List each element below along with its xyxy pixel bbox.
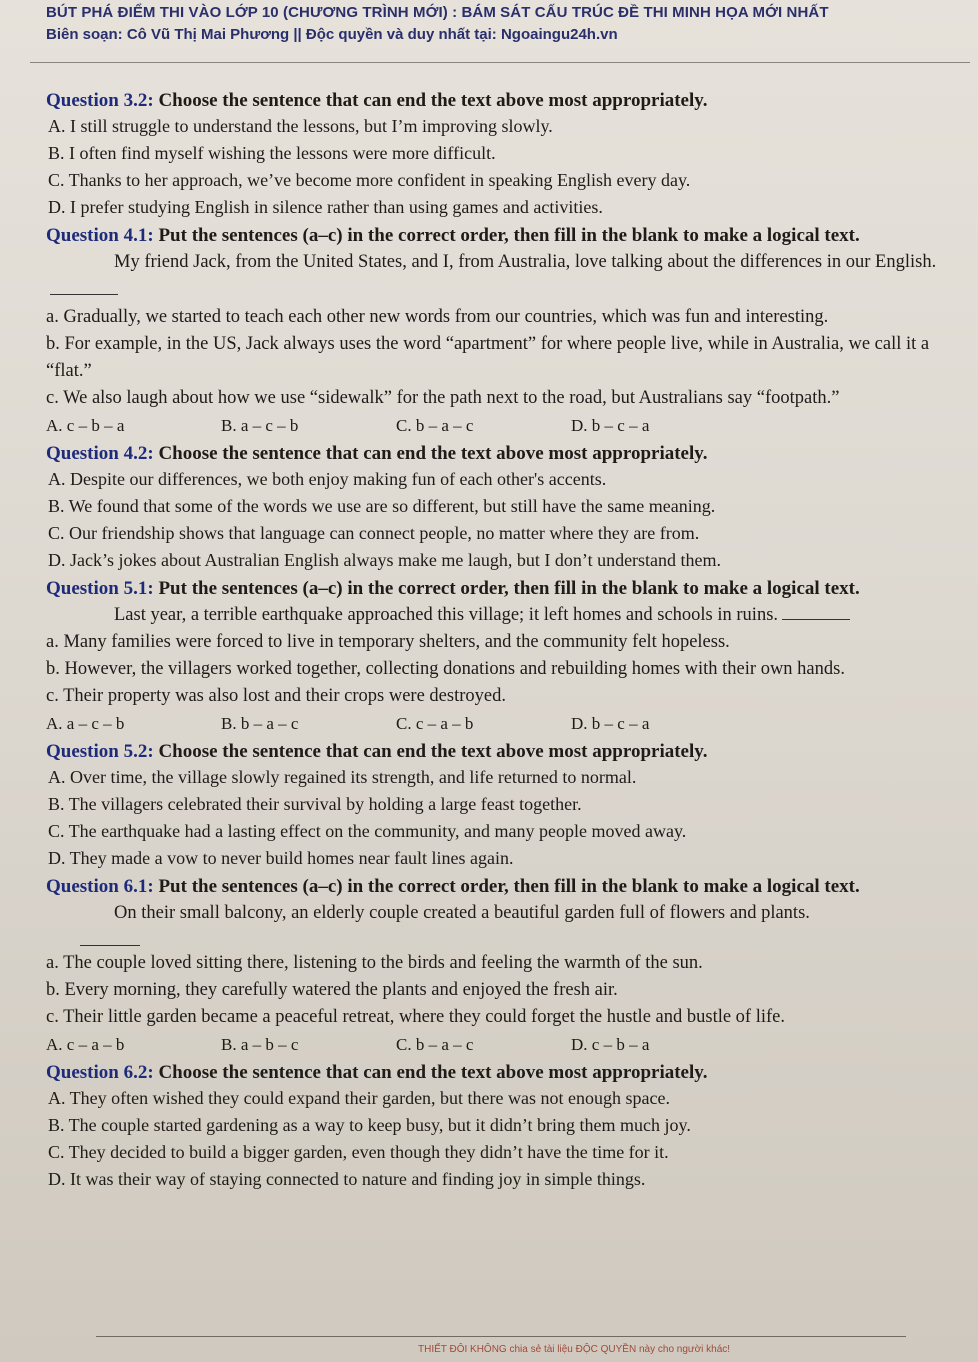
order-option-d[interactable]: D. b – c – a bbox=[571, 714, 650, 733]
option-d[interactable]: D. They made a vow to never build homes near fault lines again. bbox=[48, 848, 514, 868]
option-a[interactable]: A. I still struggle to understand the lessons, but I’m improving slowly. bbox=[48, 116, 553, 136]
order-option-b[interactable]: B. a – c – b bbox=[221, 416, 299, 435]
question-6-2-heading bbox=[46, 1060, 968, 1085]
option-d[interactable]: D. It was their way of staying connected to nature and finding joy in simple things. bbox=[48, 1169, 646, 1189]
option-d[interactable]: D. Jack’s jokes about Australian English always make me laugh, but I don’t understand them. bbox=[48, 550, 722, 570]
answer-blank[interactable] bbox=[80, 927, 140, 946]
option-c[interactable]: C. Our friendship shows that language can connect people, no matter where they are from. bbox=[48, 523, 700, 543]
question-label: Question 6.2: bbox=[46, 1062, 154, 1083]
order-option-c[interactable]: C. c – a – b bbox=[396, 714, 474, 733]
answer-blank[interactable] bbox=[50, 280, 118, 295]
order-option-a[interactable]: A. c – a – b bbox=[46, 1035, 125, 1054]
order-option-b[interactable]: B. b – a – c bbox=[221, 714, 299, 733]
question-label: Question 4.1: bbox=[46, 225, 154, 246]
order-option-a[interactable]: A. c – b – a bbox=[46, 416, 125, 435]
question-prompt: Choose the sentence that can end the text above most appropriately. bbox=[153, 90, 708, 111]
question-prompt: Choose the sentence that can end the text above most appropriately. bbox=[153, 741, 708, 762]
option-c[interactable]: C. Thanks to her approach, we’ve become more confident in speaking English every day. bbox=[48, 170, 691, 190]
header-subtitle: Biên soạn: Cô Vũ Thị Mai Phương || Độc quyền và duy nhất tại: Ngoaingu24h.vn bbox=[46, 26, 618, 43]
question-label: Question 4.2: bbox=[46, 443, 154, 464]
question-5-2-heading bbox=[46, 739, 968, 764]
question-5-1-heading bbox=[46, 576, 968, 601]
order-option-d[interactable]: D. c – b – a bbox=[571, 1035, 650, 1054]
sentence-b: b. Every morning, they carefully watered the plants and enjoyed the fresh air. bbox=[46, 980, 618, 1000]
question-6-1-heading bbox=[46, 874, 968, 899]
passage-paragraph bbox=[46, 899, 968, 927]
header-title: BÚT PHÁ ĐIỂM THI VÀO LỚP 10 (CHƯƠNG TRÌNH MỚI) : BÁM SÁT CẤU TRÚC ĐỀ THI MINH HỌA MỚI NHẤT bbox=[46, 4, 829, 21]
sentence-c: c. Their little garden became a peaceful retreat, where they could forget the hustle and bustle of life. bbox=[46, 1007, 785, 1027]
passage-paragraph bbox=[46, 248, 968, 304]
order-option-a[interactable]: A. a – c – b bbox=[46, 714, 125, 733]
option-b[interactable]: B. I often find myself wishing the lessons were more difficult. bbox=[48, 143, 496, 163]
sentence-b: b. For example, in the US, Jack always uses the word “apartment” for where people live, while in Australia, we call it a “flat.” bbox=[46, 334, 930, 381]
passage-text: My friend Jack, from the United States, and I, from Australia, love talking about the differences in our English. bbox=[114, 252, 937, 272]
question-prompt: Put the sentences (a–c) in the correct order, then fill in the blank to make a logical text. bbox=[153, 876, 860, 897]
order-option-c[interactable]: C. b – a – c bbox=[396, 1035, 474, 1054]
question-label: Question 5.2: bbox=[46, 741, 154, 762]
order-options bbox=[46, 412, 968, 439]
option-b[interactable]: B. The couple started gardening as a way to keep busy, but it didn’t bring them much joy. bbox=[48, 1115, 691, 1135]
question-label: Question 6.1: bbox=[46, 876, 154, 897]
option-d[interactable]: D. I prefer studying English in silence rather than using games and activities. bbox=[48, 197, 603, 217]
question-prompt: Put the sentences (a–c) in the correct order, then fill in the blank to make a logical text. bbox=[153, 225, 860, 246]
order-options bbox=[46, 710, 968, 737]
question-4-2-heading bbox=[46, 441, 968, 466]
option-a[interactable]: A. Over time, the village slowly regained its strength, and life returned to normal. bbox=[48, 767, 637, 787]
option-c[interactable]: C. They decided to build a bigger garden, even though they didn’t have the time for it. bbox=[48, 1142, 669, 1162]
header-divider bbox=[30, 62, 970, 63]
sentence-c: c. We also laugh about how we use “sidewalk” for the path next to the road, but Australians say “footpath.” bbox=[46, 388, 840, 408]
sentence-c: c. Their property was also lost and their crops were destroyed. bbox=[46, 686, 506, 706]
passage-paragraph bbox=[46, 601, 968, 629]
question-prompt: Put the sentences (a–c) in the correct order, then fill in the blank to make a logical text. bbox=[153, 578, 860, 599]
option-b[interactable]: B. The villagers celebrated their survival by holding a large feast together. bbox=[48, 794, 582, 814]
option-a[interactable]: A. They often wished they could expand their garden, but there was not enough space. bbox=[48, 1088, 670, 1108]
question-3-2-heading bbox=[46, 88, 968, 113]
sentence-a: a. The couple loved sitting there, listening to the birds and feeling the warmth of the sun. bbox=[46, 953, 703, 973]
worksheet-content bbox=[46, 86, 968, 1193]
option-b[interactable]: B. We found that some of the words we use are so different, but still have the same meaning. bbox=[48, 496, 716, 516]
order-option-c[interactable]: C. b – a – c bbox=[396, 416, 474, 435]
sentence-a: a. Many families were forced to live in temporary shelters, and the community felt hopeless. bbox=[46, 632, 730, 652]
question-4-1-heading bbox=[46, 223, 968, 248]
question-label: Question 5.1: bbox=[46, 578, 154, 599]
question-prompt: Choose the sentence that can end the text above most appropriately. bbox=[153, 1062, 708, 1083]
order-option-d[interactable]: D. b – c – a bbox=[571, 416, 650, 435]
question-prompt: Choose the sentence that can end the text above most appropriately. bbox=[153, 443, 708, 464]
order-option-b[interactable]: B. a – b – c bbox=[221, 1035, 299, 1054]
footer-divider bbox=[96, 1336, 906, 1337]
passage-text: Last year, a terrible earthquake approached this village; it left homes and schools in ruins. bbox=[114, 605, 779, 625]
sentence-a: a. Gradually, we started to teach each other new words from our countries, which was fun and interesting. bbox=[46, 307, 829, 327]
order-options bbox=[46, 1031, 968, 1058]
page-header bbox=[46, 4, 970, 43]
sentence-b: b. However, the villagers worked together, collecting donations and rebuilding homes with their own hands. bbox=[46, 659, 845, 679]
passage-text: On their small balcony, an elderly couple created a beautiful garden full of flowers and plants. bbox=[114, 903, 810, 923]
question-label: Question 3.2: bbox=[46, 90, 154, 111]
option-c[interactable]: C. The earthquake had a lasting effect on the community, and many people moved away. bbox=[48, 821, 687, 841]
option-a[interactable]: A. Despite our differences, we both enjoy making fun of each other's accents. bbox=[48, 469, 607, 489]
footer-note: THIẾT ĐÔI KHÔNG chia sẻ tài liệu ĐỘC QUYỀN này cho người khác! bbox=[418, 1344, 731, 1355]
answer-blank[interactable] bbox=[782, 605, 850, 620]
